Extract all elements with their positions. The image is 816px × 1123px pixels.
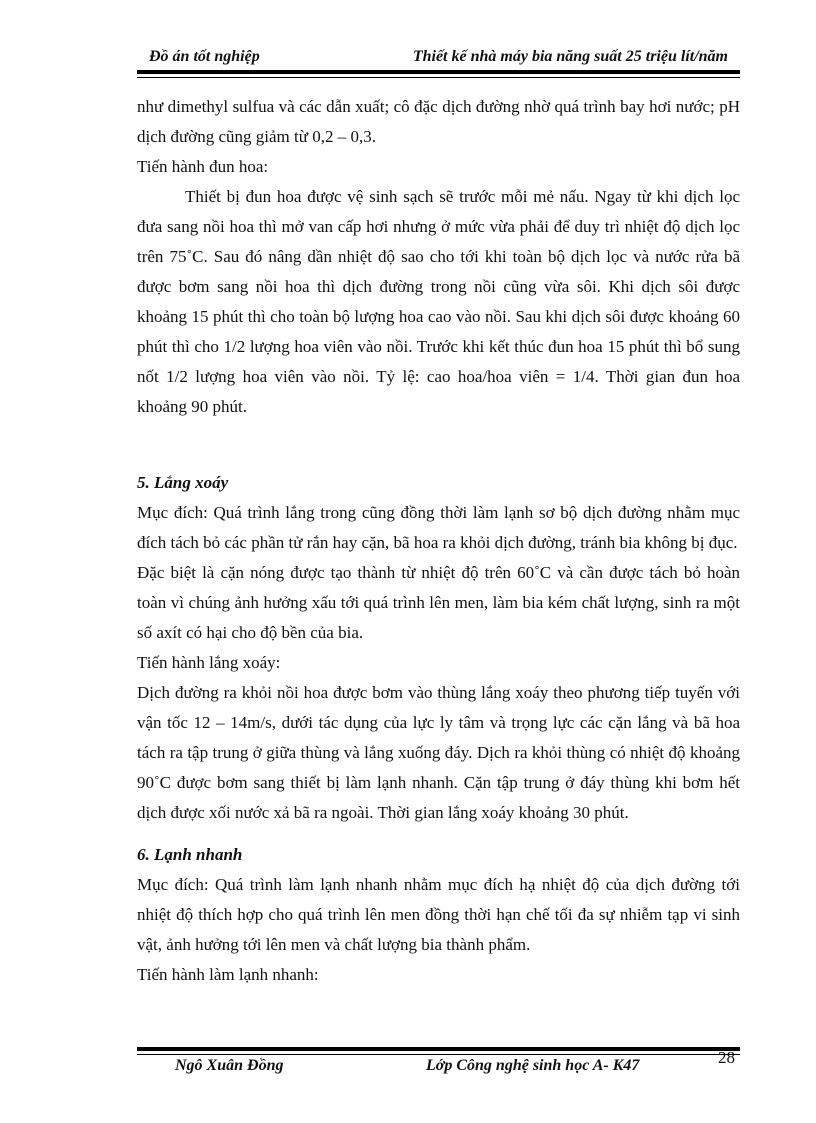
header-rule-thin [137, 77, 740, 78]
footer-author: Ngô Xuân Đồng [175, 1057, 284, 1074]
paragraph: Mục đích: Quá trình làm lạnh nhanh nhằm mục đích hạ nhiệt độ của dịch đường tới nhiệt độ thích hợp cho quá trình lên men đồng thời hạn chế tối đa sự nhiễm tạp vi sinh vật, ảnh hưởng tới lên men và chất lượng bia thành phẩm. [137, 875, 740, 954]
section-heading-5: 5. Lắng xoáy [137, 473, 229, 492]
paragraph: Dịch đường ra khỏi nồi hoa được bơm vào thùng lắng xoáy theo phương tiếp tuyến với vận tốc 12 – 14m/s, dưới tác dụng của lực ly tâm và trọng lực các cặn lắng và bã hoa tách ra tập trung ở giữa thùng và lắng xuống đáy. Dịch ra khỏi thùng có nhiệt độ khoảng 90˚C được bơm sang thiết bị làm lạnh nhanh. Cặn tập trung ở đáy thùng khi bơm hết dịch được xối nước xả bã ra ngoài. Thời gian lắng xoáy khoảng 30 phút. [137, 683, 740, 822]
header-left-title: Đồ án tốt nghiệp [149, 48, 260, 65]
footer-class: Lớp Công nghệ sinh học A- K47 [426, 1057, 640, 1074]
paragraph: Thiết bị đun hoa được vệ sinh sạch sẽ trước mỗi mẻ nấu. Ngay từ khi dịch lọc đưa sang nồi hoa thì mở van cấp hơi nhưng ở mức vừa phải để duy trì nhiệt độ dịch lọc trên 75˚C. Sau đó nâng dần nhiệt độ sao cho tới khi toàn bộ dịch lọc và nước rửa bã được bơm sang nồi hoa thì dịch đường trong nồi cũng vừa sôi. Khi dịch sôi được khoảng 15 phút thì cho toàn bộ lượng hoa cao vào nồi. Sau khi dịch sôi được khoảng 60 phút thì cho 1/2 lượng hoa viên vào nồi. Trước khi kết thúc đun hoa 15 phút thì bổ sung nốt 1/2 lượng hoa viên vào nồi. Tỷ lệ: cao hoa/hoa viên = 1/4. Thời gian đun hoa khoảng 90 phút. [137, 187, 740, 416]
footer-rule-thin [137, 1054, 740, 1055]
footer-rule-thick [137, 1047, 740, 1051]
page-number: 28 [718, 1048, 735, 1067]
paragraph: Tiến hành lắng xoáy: [137, 653, 281, 672]
paragraph: Mục đích: Quá trình lắng trong cũng đồng thời làm lạnh sơ bộ dịch đường nhằm mục đích tách bỏ các phần tử rắn hay cặn, bã hoa ra khỏi dịch đường, tránh bia không bị đục. [137, 503, 740, 552]
paragraph: Đặc biệt là cặn nóng được tạo thành từ nhiệt độ trên 60˚C và cần được tách bỏ hoàn toàn vì chúng ảnh hưởng xấu tới quá trình lên men, làm bia kém chất lượng, sinh ra một số axít có hại cho độ bền của bia. [137, 563, 740, 642]
header-right-title: Thiết kế nhà máy bia năng suất 25 triệu lít/năm [412, 48, 728, 65]
page-body [137, 92, 740, 990]
paragraph: như dimethyl sulfua và các dẫn xuất; cô đặc dịch đường nhờ quá trình bay hơi nước; pH dịch đường cũng giảm từ 0,2 – 0,3. [137, 97, 740, 146]
header-rule-thick [137, 70, 740, 74]
paragraph: Tiến hành làm lạnh nhanh: [137, 965, 319, 984]
section-heading-6: 6. Lạnh nhanh [137, 845, 243, 864]
paragraph: Tiến hành đun hoa: [137, 157, 269, 176]
